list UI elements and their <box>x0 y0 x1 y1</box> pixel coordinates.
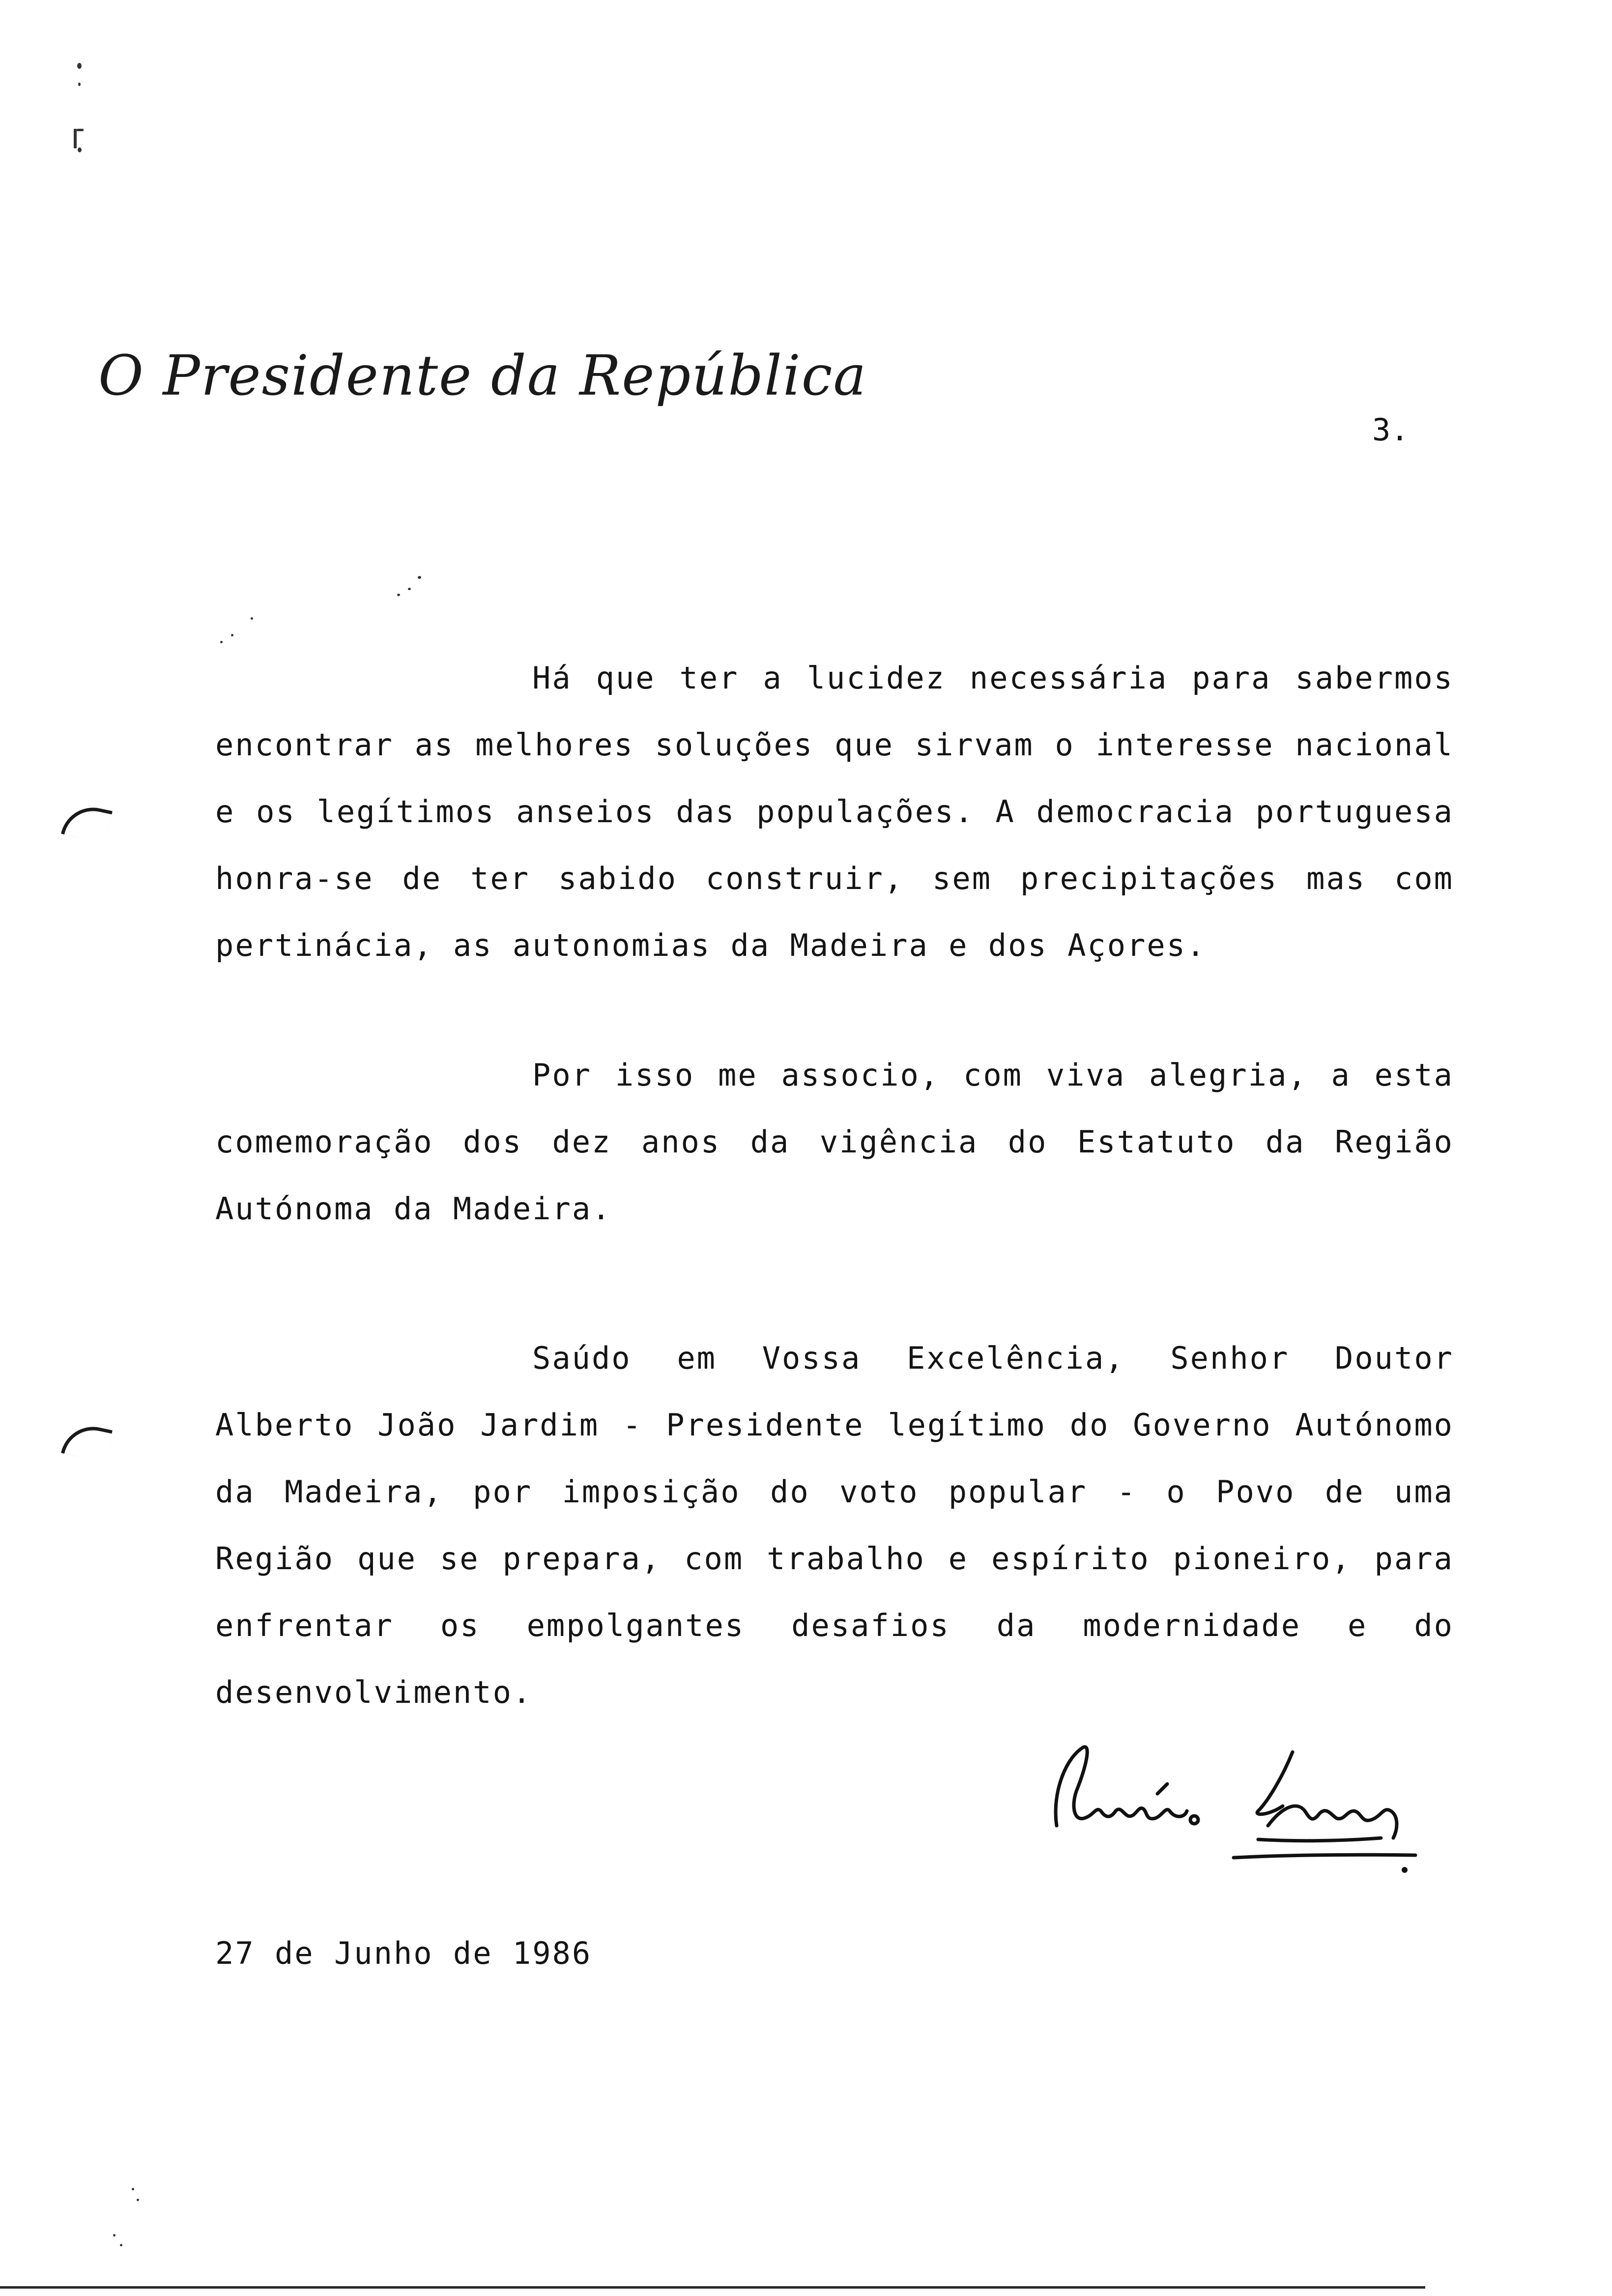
margin-speck <box>78 83 81 86</box>
hole-punch-arc <box>61 802 113 843</box>
paragraph-3 <box>215 1325 1454 1726</box>
margin-speck <box>220 641 223 643</box>
letterhead-title: O Presidente da República <box>98 344 867 408</box>
letter-date: 27 de Junho de 1986 <box>215 1935 592 1971</box>
signature-drawing <box>1037 1732 1420 1880</box>
margin-speck <box>137 2199 139 2201</box>
margin-speck <box>77 129 84 131</box>
margin-speck <box>231 634 233 636</box>
bottom-rule <box>0 2286 1425 2289</box>
paragraph-1-text: Há que ter a lucidez necessária para sabermos encontrar as melhores soluções que sirvam o interesse nacional e os legítimos anseios das populações. A democracia portuguesa honra-se de ter sabido construir, sem precipitações mas com pertinácia, as autonomias da Madeira e dos Açores. <box>215 660 1454 963</box>
paragraph-2-text: Por isso me associo, com viva alegria, a esta comemoração dos dez anos da vigência do Estatuto da Região Autónoma da Madeira. <box>215 1057 1454 1227</box>
margin-speck <box>74 129 77 148</box>
margin-speck <box>132 2188 134 2190</box>
paragraph-2 <box>215 1042 1454 1242</box>
margin-speck <box>251 617 253 620</box>
margin-speck <box>113 2234 115 2237</box>
paragraph-1 <box>215 645 1454 979</box>
paragraph-3-text: Saúdo em Vossa Excelência, Senhor Doutor Alberto João Jardim - Presidente legítimo do Governo Autónomo da Madeira, por imposição do voto popular - o Povo de uma Região que se prepara, com trabalho e espírito pioneiro, para enfrentar os empolgantes desafios da modernidade e do desenvolvimento. <box>215 1340 1454 1710</box>
margin-speck <box>408 588 411 590</box>
hole-punch-arc <box>61 1421 113 1463</box>
margin-speck <box>77 63 82 69</box>
margin-speck <box>397 594 400 596</box>
margin-speck <box>418 576 421 579</box>
page-number: 3. <box>1372 412 1409 448</box>
margin-speck <box>78 147 82 152</box>
handwritten-signature <box>1037 1732 1420 1880</box>
margin-speck <box>120 2244 122 2246</box>
